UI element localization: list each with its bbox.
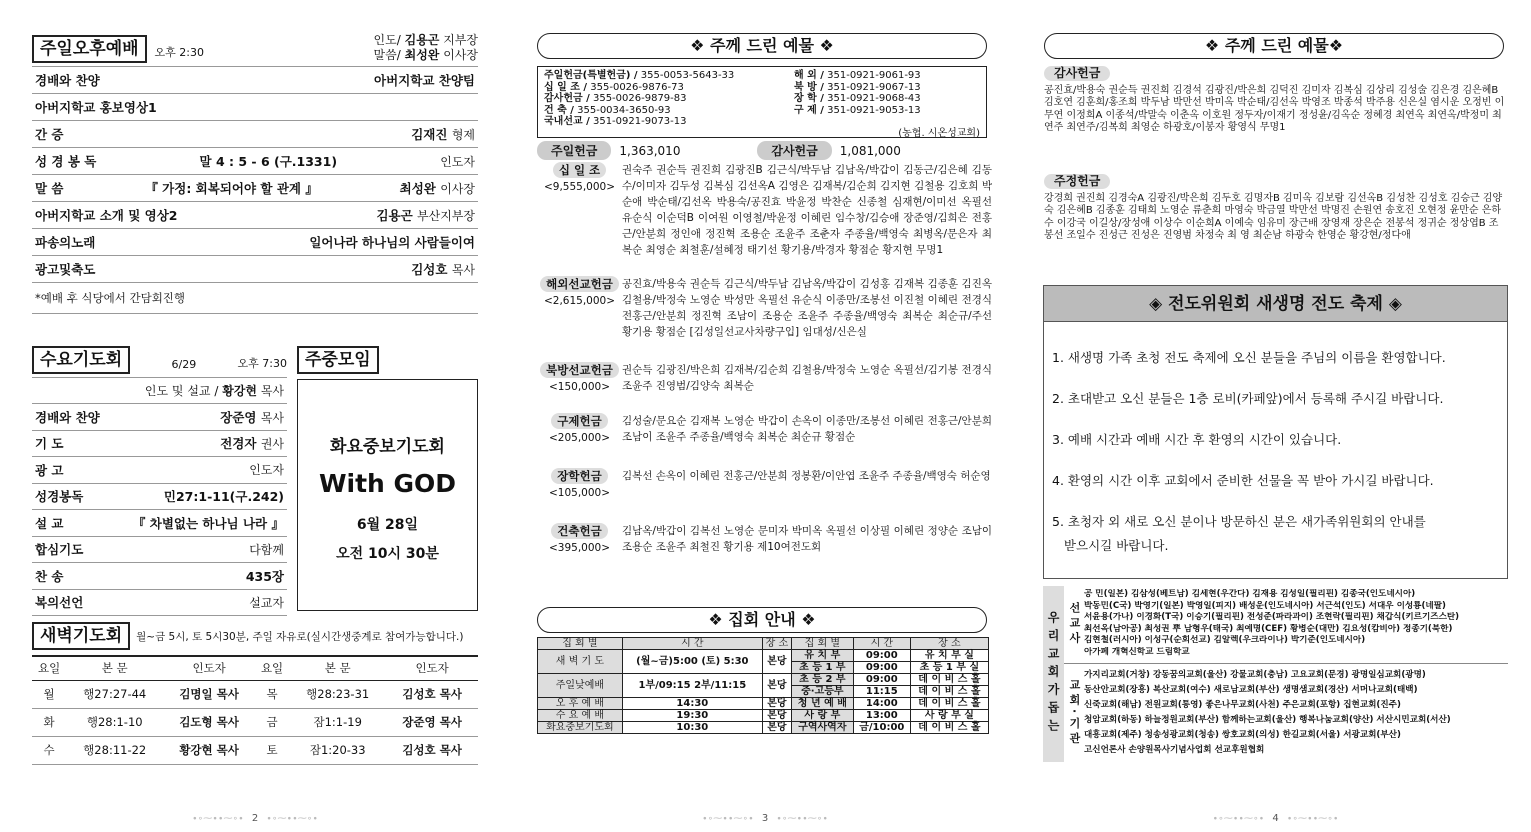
meeting-row [538,650,989,662]
wednesday-lead-role: 인도 및 설교 / [144,384,219,398]
offering-label [537,468,622,501]
order-item-label: 합심기도 [35,542,84,558]
offering-title-2: ❖ 주께 드린 예물❖ [1044,33,1504,59]
order-item-person [411,260,475,278]
order-item-person [440,153,475,170]
account-row [544,82,794,94]
meeting-header-cell: 집 회 별 [538,638,623,650]
order-item-label: 파송의노래 [35,235,96,250]
offering-entry [537,276,992,340]
person-title: 목사 [451,263,475,277]
meeting-right-name: 청 년 예 배 [791,698,853,710]
missionary-list [1084,586,1508,663]
account-row [794,82,921,94]
account-type: 건 축 / [544,104,574,116]
tithe-names: 강경희 권진희 김경숙A 김광진/박은희 김두호 김명자B 김미옥 김보람 김선옥B 김성찬 김성호 김승근 김양숙 김은혜B 김종훈 김태희 노영순 류춘희 마영숙 박금열 박만선 박명진 손원연 송호진 오현정 윤만순 은하수 이강국 이길상/장성애 이상수 이순희A 이예숙 임유미 장근배 장영재 장은순 전봉석 정귀순 정상엽B 조봉선 조일수 진성근 진성은 진영범 차정숙 최 영 최순남 하광숙 한영순 황강현/정다애 [1044,192,1503,241]
order-item-label: 경배와 찬양 [35,73,100,88]
sunday-order-row [32,229,478,256]
sunday-order-row [32,67,478,94]
meeting-right-name: 초 등 1 부 [791,662,853,674]
meeting-right-time: 13:00 [853,710,910,722]
account-row [544,105,794,117]
page-4 [1020,0,1531,832]
meeting-left-time: 19:30 [622,710,762,722]
dawn-cell: 행28:1-10 [66,708,163,736]
account-number: 351-0921-9068-43 [827,93,921,104]
dawn-header-cell: 본 문 [289,656,386,680]
midweek-box [297,379,478,611]
thanks-names: 공진효/박용숙 권순득 권진희 김경석 김광진/박은희 김덕진 김미자 김복심 김상리 김성술 김은경 김은혜B 김호연 김훈희/홍조희 박두남 박만선 박미옥 박순태/김선옥 박영조 박종석 박주용 신은실 염시운 오정빈 이무연 이정희A 이종석/박말숙 이춘옥 이호원 정두자/이재기 정성윤/김옥순 정혜경 최연옥 최연옥/박정미 최연주 최연주/김복희 최영순 하광호/이봉자 황영식 무명1 [1044,84,1505,133]
meeting-left-time: 10:30 [622,722,762,734]
person-title: 인도자 [249,463,284,478]
lead-role: 인도/ [373,33,401,47]
church-label: 교회·기관 [1068,678,1081,748]
meeting-left-place: 본당 [762,650,791,674]
person-name: 김재진 [411,127,448,142]
person-name: 최성완 [399,181,436,196]
dawn-cell: 토 [255,736,289,764]
dawn-header-cell: 인도자 [163,656,255,680]
order-item-label: 아버지학교 소개 및 영상2 [35,208,178,223]
offering-entry [537,468,992,501]
thanks-tag: 감사헌금 [1044,66,1110,81]
meeting-row [538,698,989,710]
meeting-left-time: 14:30 [622,698,762,710]
page-number-value: 2 [251,813,259,824]
order-item-label: 광고및축도 [35,262,96,277]
missionary-line: 박동민(C국) 박영기(일본) 박영일(피지) 배성운(인도네시아) 서근석(인도) 서대우 이성룡(네팔) [1084,600,1446,611]
account-number: 351-0921-9073-13 [592,116,687,127]
evangelism-item: 4. 환영의 시간 이후 교회에서 준비한 선물을 꼭 받아 가시길 바랍니다. [1052,473,1434,488]
dawn-cell: 잠1:1-19 [289,708,386,736]
church-line: 청암교회(하동) 하늘정원교회(부산) 함께하는교회(울산) 행복나눔교회(양산) 서산시민교회(서산) [1084,715,1451,725]
dawn-header-cell: 인도자 [386,656,478,680]
meeting-right-place: 사 랑 부 실 [910,710,988,722]
offering-type: 해외선교헌금 [540,276,619,292]
person-title: 설교자 [249,595,284,610]
order-item-label: 찬 송 [35,568,64,584]
wednesday-lead-name: 황강현 [222,384,257,398]
offering-label [537,362,622,395]
sunday-offering-label: 주일헌금 [537,141,611,160]
account-row [544,116,794,128]
offering-list [537,162,992,566]
dawn-cell: 화 [32,708,66,736]
account-row [544,93,794,105]
church-line: 고신언론사 손양원목사기념사업회 선교후원협회 [1084,745,1265,755]
wednesday-order-list [32,404,287,616]
dawn-row [32,708,478,736]
wednesday-order-row [32,510,287,537]
evangelism-item: 1. 새생명 가족 초청 전도 축제에 오신 분들을 주님의 이름을 환영합니다. [1052,350,1446,365]
support-label: 우리교회가돕는 [1043,586,1064,762]
offering-entry [537,362,992,395]
wednesday-order-row [32,537,287,564]
offering-names: 공진효/박용숙 권순득 김근식/박두남 김남옥/박갑이 김성홍 김재복 김종훈 김진옥 김철용/박정숙 노영순 박성만 옥필선 유순식 이종만/조봉선 이진철 이혜린 전경식 전홍근/안분희 정진혁 조남이 조용순 조윤주 주종율/백영숙 최복순 최순규/주선 황기용 황점순 [김성일선교사차량구입] 임대성/신은실 [622,278,992,338]
order-item-label: 간 증 [35,127,64,142]
offering-amount: <105,000> [548,487,611,499]
lead-title: 지부장 [443,33,478,47]
evangelism-item: 3. 예배 시간과 예배 시간 후 환영의 시간이 있습니다. [1052,432,1342,447]
sunday-order-row [32,175,478,202]
order-item-person [249,461,284,478]
church-list [1084,664,1508,762]
offering-type: 건축헌금 [551,523,607,539]
page-number: ∙∘⁓∙∙⁓∘∙ 4 ∙∘⁓∙∙⁓∘∙ [1212,813,1339,824]
meeting-header-cell: 시 간 [622,638,762,650]
account-type: 장 학 / [794,93,824,104]
wednesday-order-row [32,457,287,484]
meeting-left-name: 수 요 예 배 [538,710,623,722]
meeting-left-place: 본당 [762,722,791,734]
dawn-cell: 행28:23-31 [289,680,386,708]
midweek-line4: 오전 10시 30분 [336,546,439,562]
order-item-label: 기 도 [35,436,64,452]
meeting-left-time: 1부/09:15 2부/11:15 [622,674,762,698]
offering-entry [537,162,992,258]
account-row [794,93,921,105]
order-item-label: 아버지학교 홍보영상1 [35,100,157,115]
page-number: ∙∘⁓∙∙⁓∘∙ 3 ∙∘⁓∙∙⁓∘∙ [702,813,828,824]
person-name: 435장 [245,568,284,584]
midweek-line2: With GOD [318,469,457,498]
missionary-line: 아가페 개혁신학교 드림학교 [1084,646,1190,657]
thanks-offering-amount: 1,081,000 [839,143,901,158]
dawn-cell: 김명일 목사 [163,680,255,708]
order-item-person [411,125,475,143]
meeting-right-name: 구역사역자 [791,722,853,734]
meeting-right-time: 09:00 [853,662,910,674]
sunday-order-row [32,148,478,175]
wednesday-order-row [32,590,287,617]
meeting-right-name: 중·고등부 [791,686,853,698]
account-list-left [544,70,794,128]
person-name: 일어나라 하나님의 사람들이여 [309,235,475,250]
meeting-left-name: 화요중보기도회 [538,722,623,734]
account-type: 국내선교 / [544,116,590,127]
person-name: 『 차별없는 하나님 나라 』 [132,515,284,531]
meeting-right-place: 데 이 비 스 홀 [910,674,988,686]
account-list-right [794,70,921,128]
sunday-offering-amount: 1,363,010 [619,143,681,158]
offering-type: 장학헌금 [551,468,607,484]
account-type: 구 제 / [794,104,824,116]
meeting-left-time: (월~금)5:00 (토) 5:30 [622,650,762,674]
meeting-right-place: 초 등 1 부 실 [910,662,988,674]
order-item-label: 성 경 봉 독 [35,154,97,169]
account-number: 351-0921-9067-13 [827,81,921,93]
account-type: 주일헌금(특별헌금) / [544,70,638,81]
meeting-right-place: 유 치 부 실 [910,650,988,662]
dawn-cell: 김성호 목사 [386,680,478,708]
order-item-label: 복의선언 [35,595,84,611]
order-item-person [400,179,475,197]
person-title: 다함께 [249,542,284,557]
order-item-label: 설 교 [35,515,64,531]
order-item-person [249,541,284,558]
dawn-row [32,680,478,708]
account-number: 351-0921-9053-13 [827,104,921,116]
order-item-person [164,487,284,505]
meeting-right-name: 사 랑 부 [791,710,853,722]
evangelism-item: 2. 초대받고 오신 분들은 1층 로비(카페앞)에서 등록해 주시길 바랍니다. [1052,391,1444,406]
meeting-row [538,674,989,686]
meeting-header-cell: 장 소 [762,638,791,650]
account-row [544,70,794,82]
dawn-cell: 김성호 목사 [386,736,478,764]
dawn-cell: 금 [255,708,289,736]
dawn-header-cell: 요일 [32,656,66,680]
meeting-header-cell: 장 소 [910,638,988,650]
order-item-person [246,567,284,585]
dawn-cell: 수 [32,736,66,764]
account-type: 감사헌금 / [544,93,590,104]
wednesday-time: 오후 7:30 [237,357,287,370]
meeting-right-name: 유 치 부 [791,650,853,662]
order-item-person [309,233,475,251]
dawn-cell: 행27:27-44 [66,680,163,708]
meeting-right-place: 데 이 비 스 홀 [910,686,988,698]
missionary-line: 공 민(일본) 김삼성(베트남) 김세현(우간다) 김재용 김성일(필리핀) 김종국(인도네시아) [1084,589,1416,599]
person-name: 전경자 [220,436,257,452]
dawn-cell: 목 [255,680,289,708]
meeting-left-place: 본당 [762,710,791,722]
dawn-cell: 장준영 목사 [386,708,478,736]
sunday-service-block [32,33,478,314]
wednesday-lead-title: 목사 [260,384,284,398]
offering-type: 북방선교헌금 [540,362,619,378]
account-number: 355-0034-3650-93 [577,104,671,116]
meeting-header-cell: 시 간 [853,638,910,650]
dawn-header-cell: 본 문 [66,656,163,680]
evangelism-item: 5. 초청자 외 새로 오신 분이나 방문하신 분은 새가족위원회의 안내를 [1052,514,1426,529]
account-row [794,105,921,117]
church-line: 신죽교회(해남) 전원교회(통영) 좋은나무교회(사천) 주은교회(포항) 집현교회(진주) [1084,700,1401,710]
sunday-service-time: 오후 2:30 [154,46,204,59]
account-type: 십 일 조 / [544,81,588,93]
meeting-left-place: 본당 [762,674,791,698]
order-item-content: 말 4 : 5 - 6 (구.1331) [199,154,338,169]
meeting-right-place: 데 이 비 스 홀 [910,698,988,710]
offering-names: 김성술/문요순 김재복 노영순 박갑이 손옥이 이종만/조봉선 이혜린 전홍근/안분희 조남이 조윤주 주종율/백영숙 최복순 최순규 황점순 [622,415,992,443]
support-box [1043,586,1508,762]
meeting-right-time: 09:00 [853,650,910,662]
account-type: 북 방 / [794,81,824,93]
midweek-line1: 화요중보기도회 [330,437,445,457]
offering-title: ❖ 주께 드린 예물 ❖ [537,33,987,59]
offering-type: 구제헌금 [551,413,607,429]
sermon-title: 이사장 [443,48,478,62]
dawn-cell: 김도형 목사 [163,708,255,736]
wednesday-title: 수요기도회 [32,346,130,374]
dawn-row [32,736,478,764]
dawn-cell: 월 [32,680,66,708]
offering-amount: <9,555,000> [543,181,616,193]
evangelism-item: 받으시길 바랍니다. [1052,538,1169,553]
offering-label [537,162,622,258]
person-name: 아버지학교 찬양팀 [374,73,475,88]
missionary-line: 서윤용(가나) 이경화(T국) 이승기(필리핀) 전성준(파라과이) 조현락(필리핀) 채갑식(키르기즈스탄) [1084,612,1460,623]
order-item-person [249,594,284,611]
offering-amount: <395,000> [548,542,611,554]
tithe-offering-section [1044,174,1506,243]
sunday-order-row [32,94,478,121]
midweek-title: 주중모임 [297,346,379,374]
meeting-right-name: 초 등 2 부 [791,674,853,686]
bank-name: (농협. 시온성교회) [898,127,980,139]
missionary-label: 선교사 [1068,602,1081,647]
person-title: 인도자 [440,154,475,169]
midweek-line3: 6월 28일 [356,517,419,533]
order-item-person [220,408,284,426]
account-type: 해 외 / [794,70,824,81]
offering-amount: <150,000> [548,381,611,393]
person-name: 장준영 [220,409,257,425]
sunday-service-title: 주일오후예배 [32,35,147,63]
offering-names: 김남옥/박갑이 김복선 노영순 문미자 박미옥 옥필선 이상필 이혜린 정양순 조남이 조용순 조윤주 최철진 황기용 제10여전도회 [622,525,992,553]
sunday-order-row [32,256,478,283]
dawn-block [32,622,478,765]
account-box [537,66,987,138]
order-item-label: 성경봉독 [35,489,84,505]
page-number: ∙∘⁓∙∙⁓∘∙ 2 ∙∘⁓∙∙⁓∘∙ [192,813,318,824]
person-title: 목사 [260,410,284,425]
meeting-right-time: 09:00 [853,674,910,686]
account-number: 355-0026-9876-73 [590,81,684,93]
dawn-note: 월~금 5시, 토 5시30분, 주일 자유로(실시간생중계로 참여가능합니다.) [136,630,464,643]
order-item-label: 경배와 찬양 [35,409,100,425]
sunday-order-row [32,202,478,229]
order-item-label: 말 씀 [35,181,64,196]
wednesday-date: 6/29 [171,358,197,371]
dawn-header-cell: 요일 [255,656,289,680]
wednesday-order-row [32,563,287,590]
offering-names: 김복선 손옥이 이혜린 전홍근/안분희 정봉환/이안엽 조윤주 주종율/백영숙 허순영 [622,470,991,482]
meeting-header-row [538,638,989,650]
offering-type: 십 일 조 [553,162,606,178]
page-number-value: 3 [761,813,769,824]
meeting-right-time: 금/10:00 [853,722,910,734]
meeting-left-place: 본당 [762,698,791,710]
account-number: 351-0921-9061-93 [827,70,921,81]
midweek-block [297,346,478,611]
order-item-label: 광 고 [35,462,64,478]
meeting-header-cell: 집 회 별 [791,638,853,650]
meeting-left-name: 새 벽 기 도 [538,650,623,674]
sunday-order-list [32,67,478,283]
missionary-line: 김현철(러시아) 이성구(순회선교) 김알렉(우크라이나) 박기준(인도네시아) [1084,635,1366,646]
person-title: 부산지부장 [417,209,475,223]
order-item-person [374,71,475,89]
account-number: 355-0026-9879-83 [592,93,687,104]
sunday-note: *예배 후 식당에서 간담회진행 [32,283,478,314]
meeting-right-place: 데 이 비 스 홀 [910,722,988,734]
person-name: 김성호 [411,262,448,277]
meeting-left-name: 오 후 예 배 [538,698,623,710]
page-3 [510,0,1020,832]
meeting-row [538,710,989,722]
person-name: 김용곤 [376,208,413,223]
offering-label [537,413,622,446]
offering-amount: <2,615,000> [543,295,616,307]
person-title: 권사 [260,437,284,452]
church-line: 가지리교회(거창) 강동꿈의교회(울산) 강물교회(충남) 고요교회(문경) 광명일심교회(광명) [1084,670,1426,680]
order-item-content: 『 가정: 회복되어야 할 관계 』 [145,181,318,196]
wednesday-order-row [32,431,287,458]
sermon-role: 말씀/ [373,48,401,62]
account-number: 355-0053-5643-33 [640,70,735,81]
tithe-tag: 주정헌금 [1044,174,1110,189]
offering-amount: <205,000> [548,432,611,444]
offering-label [537,276,622,340]
person-title: 이사장 [440,182,475,196]
evangelism-box [1043,285,1508,579]
wednesday-block [32,346,287,616]
offering-label [537,523,622,556]
dawn-cell: 황강현 목사 [163,736,255,764]
meeting-right-time: 11:15 [853,686,910,698]
person-title: 형제 [451,128,475,142]
meeting-table [537,637,989,734]
wednesday-order-row [32,404,287,431]
evangelism-title: ◈ 전도위원회 새생명 전도 축제 ◈ [1044,286,1507,322]
sermon-name: 최성완 [404,48,440,62]
page-2 [0,0,510,832]
dawn-cell: 행28:11-22 [66,736,163,764]
church-line: 동산안교회(장흥) 복산교회(여수) 새로남교회(부산) 생명샘교회(경산) 서머나교회(태백) [1084,685,1418,695]
missionary-line: 최선옥(남아공) 최성권 뿌 남형우(태국) 최예명(CEF) 황병순(대만) 김요성(캄비아) 정종기(북한) [1084,623,1453,634]
account-row [794,70,921,82]
wednesday-order-row [32,484,287,511]
person-name: 민27:1-11(구.242) [163,489,284,505]
sunday-order-row [32,121,478,148]
offering-names: 권순득 김광진/박은희 김재복/김순희 김철용/박정숙 노영순 옥필선/김기봉 전경식 조윤주 진영범/김양숙 최복순 [622,364,992,392]
church-line: 대흥교회(제주) 청송성광교회(청송) 쌍호교회(의성) 한길교회(서울) 서광교회(부산) [1084,730,1401,740]
offering-entry [537,413,992,446]
dawn-table [32,655,478,765]
offering-entry [537,523,992,556]
evangelism-list [1044,322,1507,554]
thanks-offering-section [1044,66,1506,135]
lead-name: 김용곤 [404,33,440,47]
thanks-offering-label: 감사헌금 [757,141,831,160]
meeting-title: ❖ 집회 안내 ❖ [537,607,987,633]
offering-names: 권숙주 권순득 권진희 김광진B 김근식/박두남 김남옥/박갑이 김동근/김은혜 김동수/이미자 김두성 김복심 김선옥A 김영은 김재복/김순희 김지현 김철용 김호희 박순애 박순태/김선옥 박용숙/공진효 박윤정 박찬순 신종철 심재현/이미선 옥필선 유순식 이순덕B 이여원 이영철/박윤정 이혜린 임수창/김승애 장준영/김희은 전홍근/안분희 정인애 정진혁 조용순 조윤주 조춘자 주종율/백영숙 최병옥/문은자 최복순 최영순 최철훈/설혜정 태기선 황기용/박경자 황점순 황지현 무명1 [622,164,992,256]
meeting-right-time: 14:00 [853,698,910,710]
order-item-person [220,434,284,452]
dawn-cell: 잠1:20-33 [289,736,386,764]
order-item-person [376,206,475,224]
offering-totals [537,141,901,160]
page-number-value: 4 [1272,813,1279,824]
wednesday-lead [32,378,287,404]
dawn-header-row [32,656,478,680]
dawn-title: 새벽기도회 [32,622,130,650]
meeting-left-name: 주일낮예배 [538,674,623,698]
order-item-person [133,514,284,532]
meeting-row [538,722,989,734]
